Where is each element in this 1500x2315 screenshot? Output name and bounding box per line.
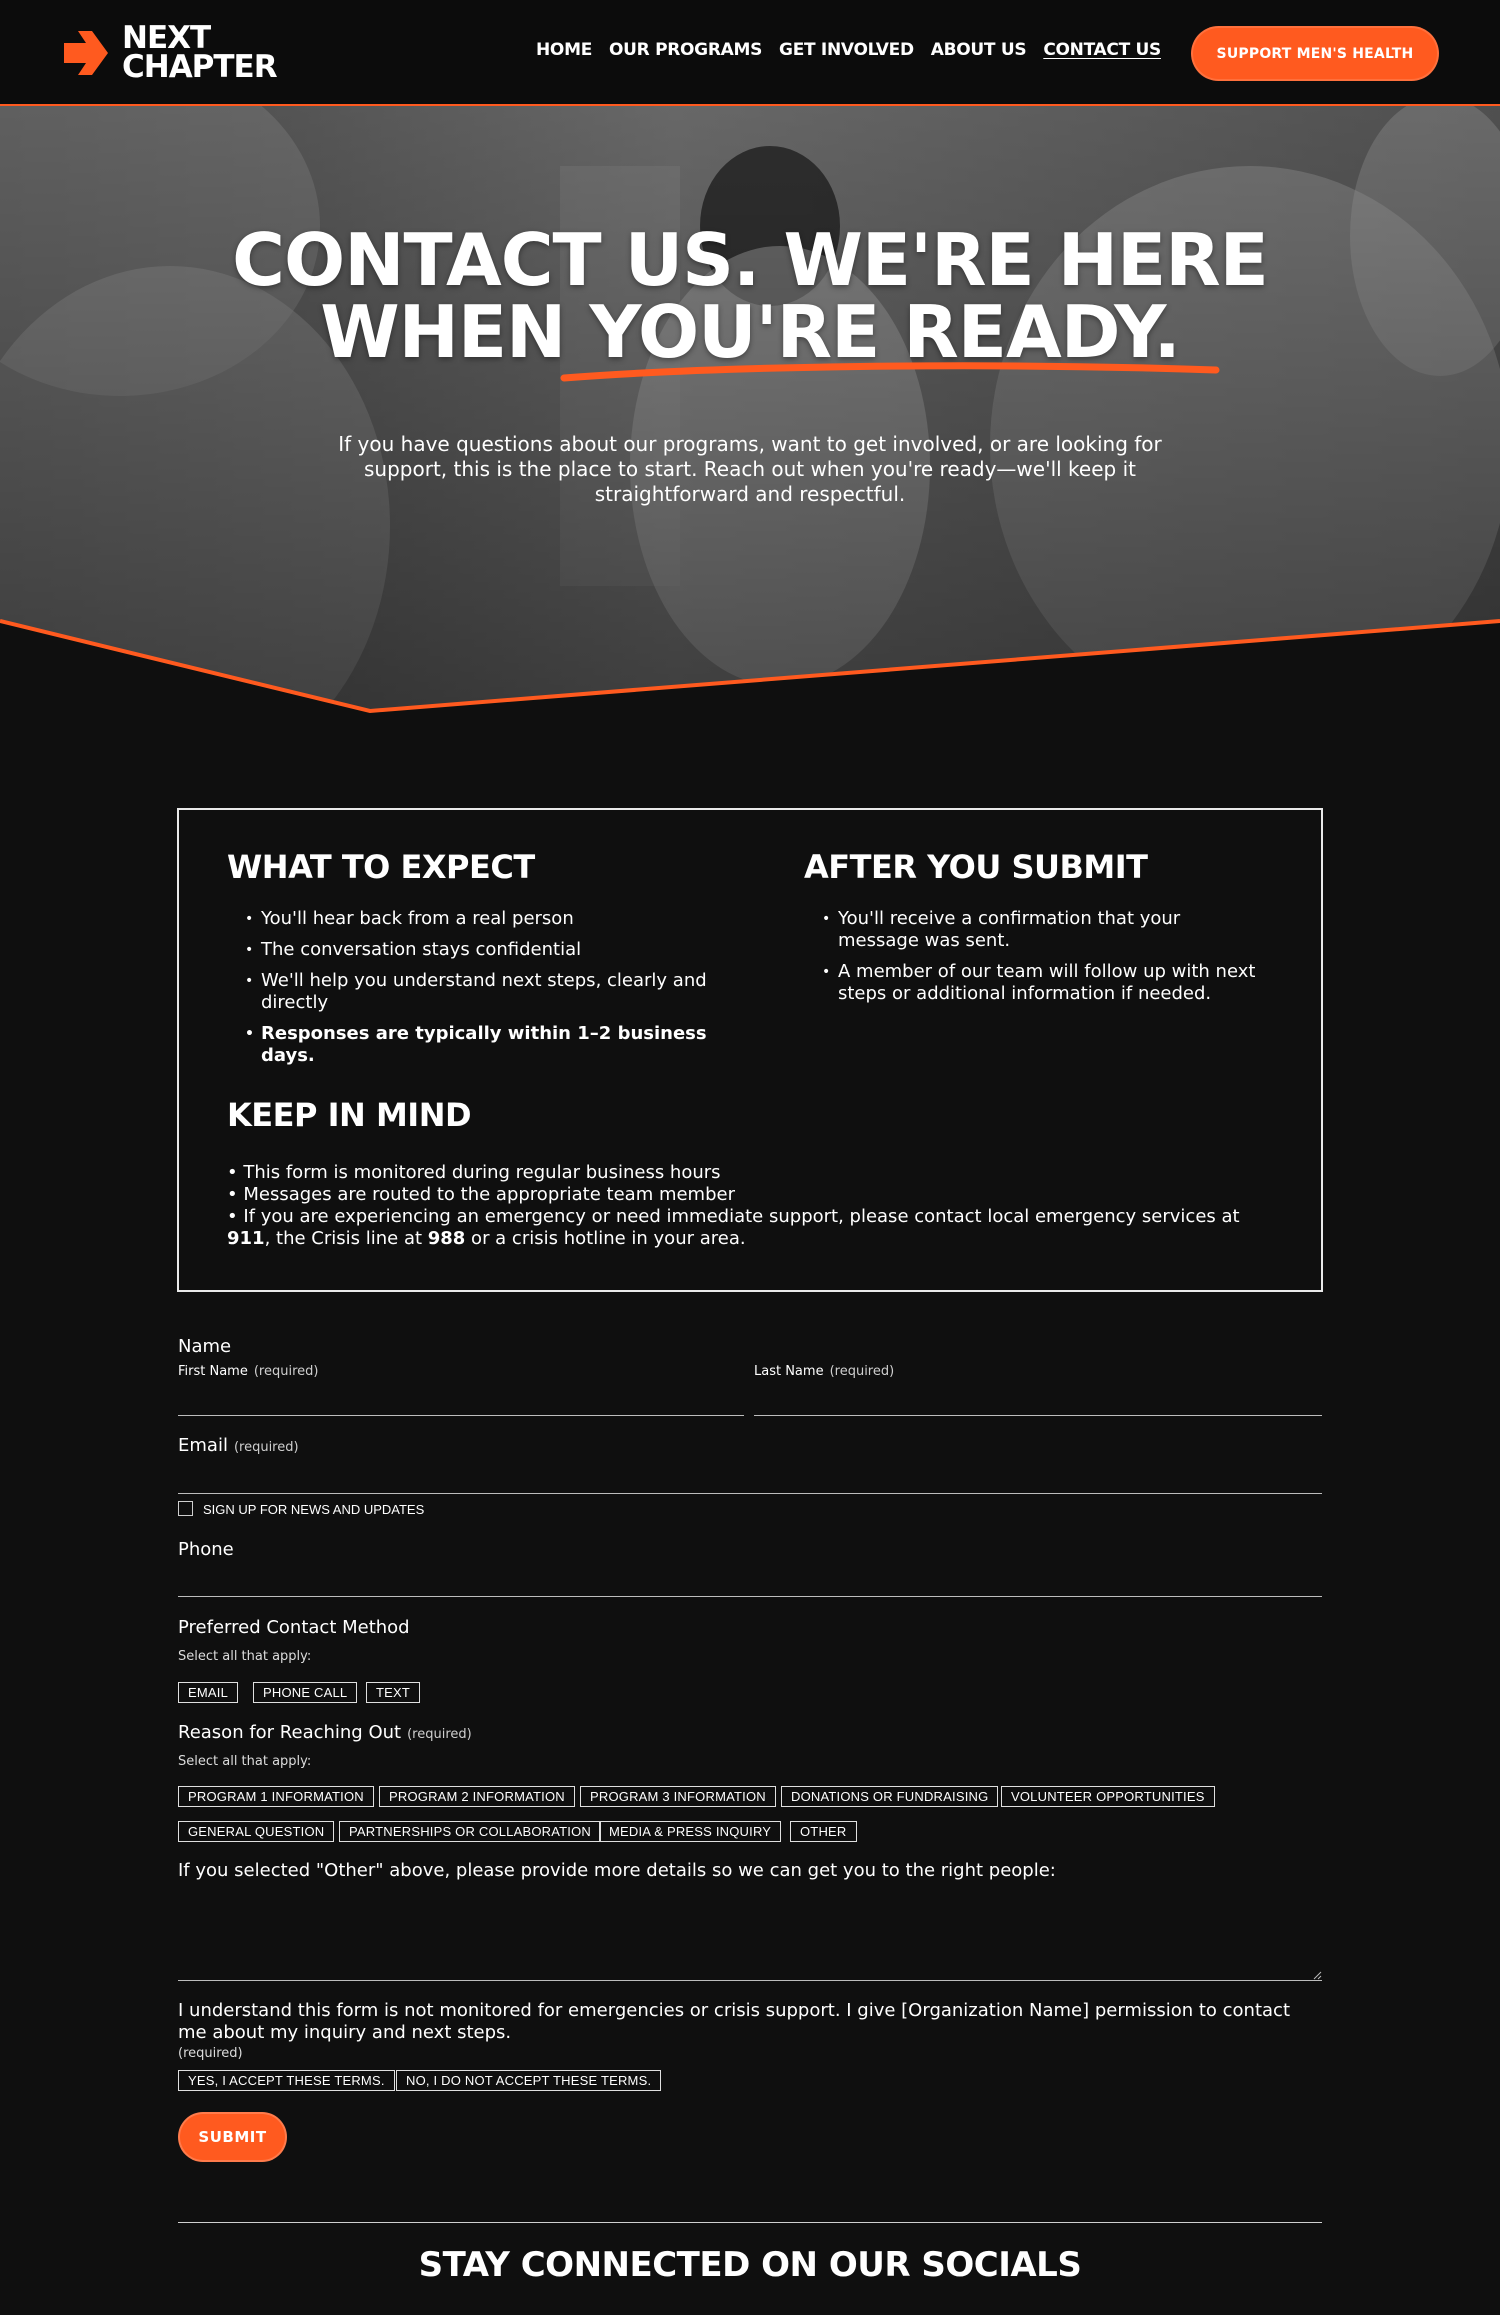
nav-get-involved[interactable]: GET INVOLVED — [779, 40, 914, 60]
list-item: • We'll help you understand next steps, clearly and directly — [243, 970, 743, 1014]
first-name-input[interactable] — [178, 1382, 744, 1410]
keep-line-2: • Messages are routed to the appropriate team member — [227, 1184, 735, 1205]
chip-program-2[interactable]: PROGRAM 2 INFORMATION — [379, 1786, 575, 1807]
after-you-submit-list — [820, 908, 1260, 1014]
hero-title-line-2-plain: WHEN — [320, 290, 590, 374]
socials-heading: STAY CONNECTED ON OUR SOCIALS — [418, 2245, 1082, 2285]
last-name-input[interactable] — [754, 1382, 1322, 1410]
chip-volunteer[interactable]: VOLUNTEER OPPORTUNITIES — [1001, 1786, 1215, 1807]
first-name-label-text: First Name — [178, 1364, 248, 1379]
site-header — [0, 0, 1500, 106]
email-label-text: Email — [178, 1435, 228, 1456]
logo-line-1: NEXT — [122, 20, 211, 56]
keep-line-3-part-b: , the Crisis line at — [264, 1228, 428, 1249]
list-item: • The conversation stays confidential — [243, 939, 743, 961]
nav-home[interactable]: HOME — [536, 40, 593, 60]
list-item: • Responses are typically within 1–2 business days. — [243, 1023, 743, 1067]
keep-line-3-part-a: • If you are experiencing an emergency or need immediate support, please contact local emergency services at — [227, 1206, 1240, 1227]
email-input[interactable] — [178, 1462, 1322, 1490]
support-mens-health-button[interactable]: SUPPORT MEN'S HEALTH — [1191, 26, 1439, 81]
chip-partnerships[interactable]: PARTNERSHIPS OR COLLABORATION — [339, 1821, 601, 1842]
logo-wordmark — [122, 20, 277, 85]
chip-program-1[interactable]: PROGRAM 1 INFORMATION — [178, 1786, 374, 1807]
chip-general-question[interactable]: GENERAL QUESTION — [178, 1821, 334, 1842]
hero-background-photo — [0, 106, 1500, 716]
required-marker: (required) — [407, 1727, 472, 1742]
nav-contact-us[interactable]: CONTACT US — [1043, 40, 1161, 60]
nav-about-us[interactable]: ABOUT US — [930, 40, 1027, 60]
logo[interactable] — [60, 22, 310, 84]
chip-donations[interactable]: DONATIONS OR FUNDRAISING — [781, 1786, 998, 1807]
chip-other[interactable]: OTHER — [790, 1821, 857, 1842]
keep-in-mind-heading: KEEP IN MIND — [227, 1096, 472, 1134]
hero-title-highlight: YOU'RE READY. — [589, 290, 1180, 374]
keep-line-3-part-c: or a crisis hotline in your area. — [465, 1228, 746, 1249]
accept-terms-option[interactable]: YES, I ACCEPT THESE TERMS. — [178, 2070, 395, 2091]
submit-button[interactable]: SUBMIT — [178, 2112, 287, 2162]
contact-method-label: Preferred Contact Method — [178, 1617, 410, 1638]
chip-text[interactable]: TEXT — [366, 1682, 420, 1703]
newsletter-label[interactable]: SIGN UP FOR NEWS AND UPDATES — [203, 1502, 425, 1517]
emergency-number: 911 — [227, 1228, 265, 1249]
last-name-label-text: Last Name — [754, 1364, 824, 1379]
hero-title — [0, 218, 1500, 374]
textarea-underline — [178, 1980, 1322, 1981]
hero-title-line-1: CONTACT US. WE'RE HERE — [232, 218, 1268, 302]
chip-program-3[interactable]: PROGRAM 3 INFORMATION — [580, 1786, 776, 1807]
other-details-textarea[interactable] — [178, 1890, 1322, 1980]
reason-label — [178, 1722, 472, 1743]
name-label: Name — [178, 1336, 232, 1357]
phone-underline — [178, 1596, 1322, 1597]
orange-underline-swoosh — [560, 356, 1220, 386]
crisis-line-number: 988 — [427, 1228, 466, 1249]
consent-text: I understand this form is not monitored for emergencies or crisis support. I give [Organization Name] permission to contact me about my inquiry and next steps. — [178, 2000, 1291, 2043]
consent-required: (required) — [178, 2046, 243, 2061]
info-box — [177, 808, 1323, 1292]
required-marker: (required) — [829, 1364, 895, 1379]
logo-line-2: CHAPTER — [122, 49, 277, 85]
first-name-label — [178, 1364, 318, 1379]
email-underline — [178, 1493, 1322, 1494]
after-you-submit-heading: AFTER YOU SUBMIT — [804, 848, 1148, 886]
contact-method-hint: Select all that apply: — [178, 1649, 312, 1664]
chip-media-press[interactable]: MEDIA & PRESS INQUIRY — [599, 1821, 781, 1842]
keep-line-3 — [227, 1206, 1287, 1250]
resize-handle-icon[interactable] — [1312, 1970, 1322, 1980]
keep-line-1: • This form is monitored during regular business hours — [227, 1162, 721, 1183]
last-name-label — [754, 1364, 894, 1379]
first-name-underline — [178, 1415, 744, 1416]
decline-terms-option[interactable]: NO, I DO NOT ACCEPT THESE TERMS. — [396, 2070, 661, 2091]
last-name-underline — [754, 1415, 1322, 1416]
other-details-label: If you selected "Other" above, please provide more details so we can get you to the right people: — [178, 1860, 1056, 1881]
newsletter-checkbox[interactable] — [178, 1501, 193, 1516]
list-item: • You'll hear back from a real person — [243, 908, 743, 930]
hero-subtitle: If you have questions about our programs, want to get involved, or are looking for support, this is the place to start. Reach out when you're ready—we'll keep it straightforward and respectful. — [338, 432, 1162, 506]
nav-our-programs[interactable]: OUR PROGRAMS — [609, 40, 763, 60]
required-marker: (required) — [233, 1440, 299, 1455]
phone-label: Phone — [178, 1539, 234, 1560]
arrow-logo-icon — [60, 25, 116, 81]
main-nav — [536, 40, 1161, 60]
required-marker: (required) — [253, 1364, 319, 1379]
what-to-expect-heading: WHAT TO EXPECT — [227, 848, 535, 886]
phone-input[interactable] — [178, 1566, 1322, 1594]
keep-in-mind-text — [227, 1162, 1287, 1250]
reason-label-text: Reason for Reaching Out — [178, 1722, 402, 1743]
socials-divider — [178, 2222, 1322, 2223]
chip-phone-call[interactable]: PHONE CALL — [253, 1682, 357, 1703]
list-item: • You'll receive a confirmation that your message was sent. — [820, 908, 1260, 952]
list-item: • A member of our team will follow up with next steps or additional information if needed. — [820, 961, 1260, 1005]
chip-email[interactable]: EMAIL — [178, 1682, 238, 1703]
what-to-expect-list — [243, 908, 743, 1076]
hero-section — [0, 106, 1500, 716]
email-label — [178, 1435, 299, 1456]
reason-hint: Select all that apply: — [178, 1754, 312, 1769]
